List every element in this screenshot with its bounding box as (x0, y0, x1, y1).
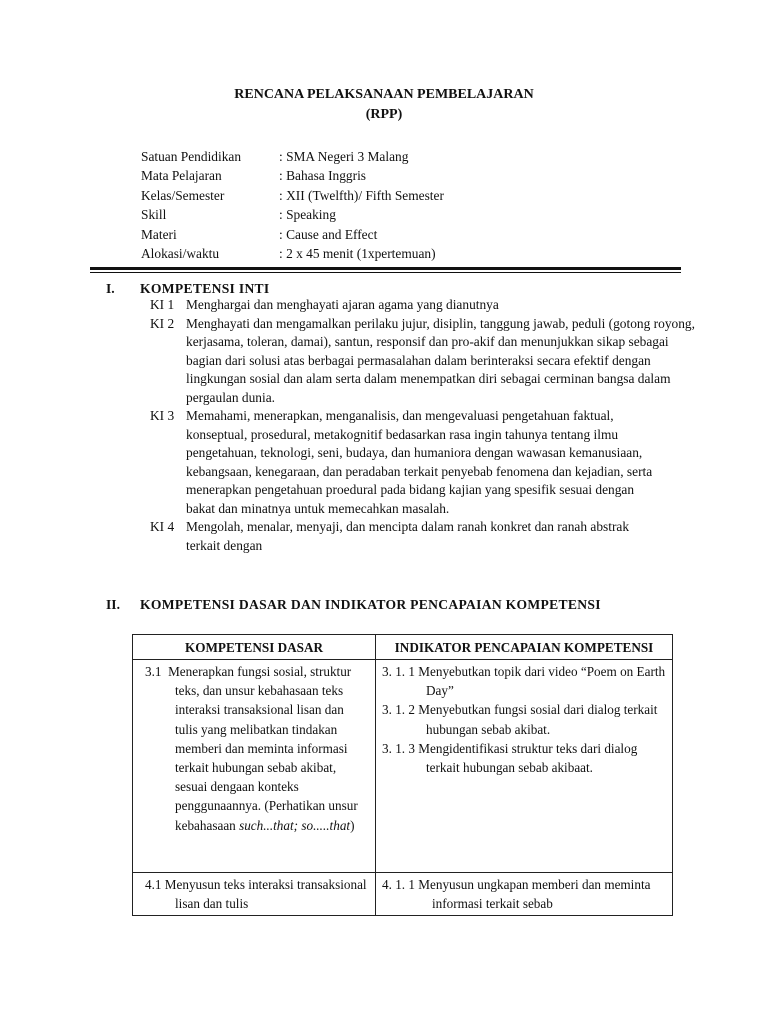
table-row (133, 873, 673, 916)
ki-list (150, 296, 710, 555)
section-number: I. (106, 281, 115, 296)
identity-value: : Speaking (279, 207, 336, 223)
ipk-item (382, 875, 666, 913)
ki-text: Menghayati dan mengamalkan perilaku jujur, disiplin, tanggung jawab, peduli (gotong royong, kerjasama, toleran, damai), santun, responsif dan pro-akif dan menunjukkan sikap sebagai bagian dari solusi atas berbagai permasalahan dalam berinteraksi secara efektif dengan lingkungan sosial dan alam serta dalam menempatkan diri sebagai cerminan bangsa dalam pergaulan dunia. (186, 315, 695, 405)
kd-ipk-table (132, 634, 673, 916)
table-header-row (133, 635, 673, 660)
ipk-code: 3. 1. 2 (382, 702, 415, 718)
ipk-text: Menyebutkan fungsi sosial dari dialog terkait hubungan sebab akibat. (418, 702, 658, 737)
document-title: RENCANA PELAKSANAAN PEMBELAJARAN (234, 87, 534, 102)
kd-item (139, 662, 369, 835)
ipk-cell (376, 873, 673, 916)
identity-label: Mata Pelajaran (141, 168, 222, 184)
kd-text: Menerapkan fungsi sosial, struktur teks, dan unsur kebahasaan teks interaksi transaksional lisan dan tulis yang melibatkan tindakan memberi dan meminta informasi terkait hubungan sebab akibat, sesuai dengaan konteks penggunaannya. (Perhatikan unsur kebahasaan (168, 664, 358, 833)
ipk-item (382, 739, 666, 777)
ipk-code: 3. 1. 1 (382, 664, 415, 679)
column-header-kd: KOMPETENSI DASAR (133, 635, 376, 660)
identity-label: Skill (141, 207, 167, 223)
identity-label: Alokasi/waktu (141, 245, 220, 261)
ki-item (150, 315, 710, 408)
ipk-text: Menyebutkan topik dari video “Poem on Earth Day” (418, 664, 666, 699)
identity-value: : SMA Negeri 3 Malang (279, 149, 409, 164)
ki-text: Memahami, menerapkan, menganalisis, dan mengevaluasi pengetahuan faktual, konseptual, prosedural, metakognitif bedasarkan rasa ingin tahunya tentang ilmu pengetahuan, teknologi, seni, budaya, dan humaniora dengan wawasan kemanusiaan, kebangsaan, kenegaraan, dan peradaban terkait penyebab fenomena dan kejadian, serta menerapkan pengetahuan proedural pada bidang kajian yang spesifik sesuai dengan bakat dan minatnya untuk memecahkan masalah. (186, 408, 653, 516)
ki-item (150, 296, 710, 315)
ipk-cell (376, 660, 673, 873)
section-title: KOMPETENSI INTI (140, 281, 270, 296)
kd-item (139, 875, 369, 913)
column-header-ipk (376, 635, 673, 660)
identity-label: Kelas/Semester (141, 187, 225, 203)
ipk-text: Mengidentifikasi struktur teks dari dialog terkait hubungan sebab akibaat. (418, 740, 638, 776)
kd-italic-text: such...that; so.....that (239, 817, 351, 833)
ipk-item (382, 700, 666, 738)
kd-cell (133, 873, 376, 916)
kd-text: Menyusun teks interaksi transaksional lisan dan tulis (164, 877, 367, 912)
section-number: II. (106, 597, 120, 612)
identity-value: : XII (Twelfth)/ Fifth Semester (279, 187, 444, 203)
ipk-item (382, 662, 666, 700)
identity-label: Materi (141, 226, 177, 242)
header-divider (90, 267, 681, 270)
identity-label: Satuan Pendidikan (141, 149, 242, 164)
kd-code: 3.1 (145, 664, 162, 679)
ki-item (150, 518, 710, 555)
section-title: KOMPETENSI DASAR DAN INDIKATOR PENCAPAIAN KOMPETENSI (140, 597, 601, 612)
ki-text: Menghargai dan menghayati ajaran agama yang dianutnya (186, 297, 499, 312)
ipk-code: 3. 1. 3 (382, 740, 415, 756)
document-subtitle: (RPP) (365, 107, 403, 122)
ki-text: Mengolah, menalar, menyaji, dan mencipta dalam ranah konkret dan ranah abstrak terkait dengan (186, 519, 630, 553)
ki-code: KI 4 (150, 519, 175, 534)
identity-value: : Bahasa Inggris (279, 168, 367, 184)
identity-value: : Cause and Effect (279, 226, 378, 242)
ipk-code: 4. 1. 1 (382, 877, 415, 892)
ki-code: KI 1 (150, 297, 175, 312)
table-row (133, 660, 673, 873)
kd-cell (133, 660, 376, 873)
kd-close-paren: ) (350, 817, 355, 833)
ki-code: KI 3 (150, 408, 175, 423)
ki-item (150, 407, 710, 518)
header-divider-thin (90, 272, 681, 273)
kd-code: 4.1 (145, 877, 162, 892)
identity-value: : 2 x 45 menit (1xpertemuan) (279, 245, 436, 261)
column-header-ipk-text: INDIKATOR PENCAPAIAN KOMPETENSI (394, 640, 654, 655)
ki-code: KI 2 (150, 315, 175, 331)
ipk-text: Menyusun ungkapan memberi dan meminta informasi terkait sebab (418, 877, 651, 912)
